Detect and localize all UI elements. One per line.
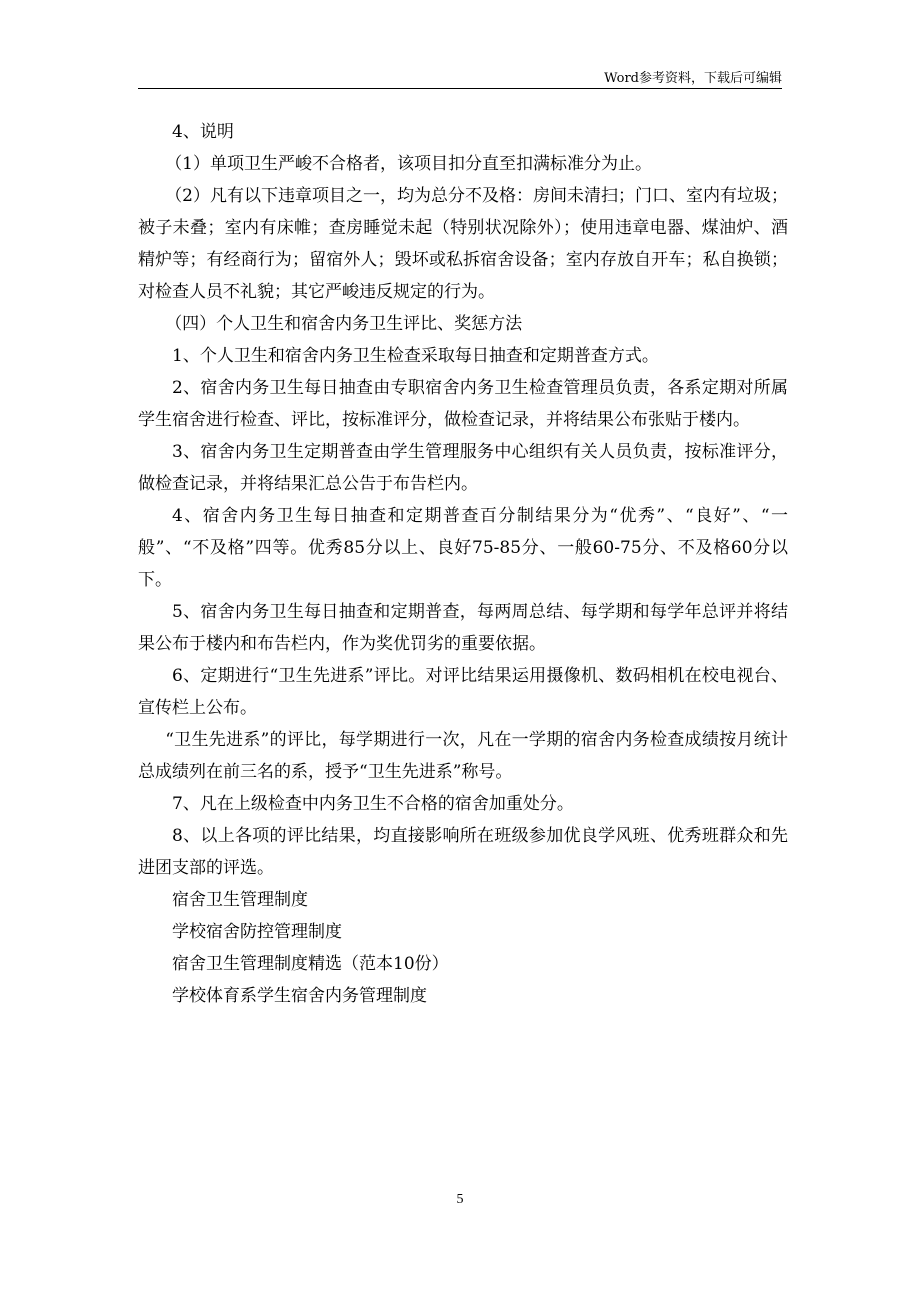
paragraph: 1、个人卫生和宿舍内务卫生检查采取每日抽查和定期普查方式。 [172,346,659,366]
related-title: 宿舍卫生管理制度 [172,890,308,910]
paragraph: 6、定期进行“卫生先进系”评比。对评比结果运用摄像机、数码相机在校电视台、宣传栏上公布。 [138,666,788,718]
paragraph: 8、以上各项的评比结果，均直接影响所在班级参加优良学风班、优秀班群众和先进团支部的评选。 [138,826,788,878]
related-title: 学校宿舍防控管理制度 [172,922,342,942]
header-text: Word参考资料，下载后可编辑 [604,71,782,86]
section-heading-explanation: 4、说明 [172,122,234,142]
paragraph: 3、宿舍内务卫生定期普查由学生管理服务中心组织有关人员负责，按标准评分，做检查记录，并将结果汇总公告于布告栏内。 [138,442,788,494]
related-title: 宿舍卫生管理制度精选（范本10份） [172,954,449,974]
paragraph: 5、宿舍内务卫生每日抽查和定期普查，每两周总结、每学期和每学年总评并将结果公布于楼内和布告栏内，作为奖优罚劣的重要依据。 [138,602,788,654]
paragraph: （2）凡有以下违章项目之一，均为总分不及格：房间未清扫；门口、室内有垃圾；被子未叠；室内有床帷；查房睡觉未起（特别状况除外）；使用违章电器、煤油炉、酒精炉等；有经商行为；留宿外人；毁坏或私拆宿舍设备；室内存放自开车；私自换锁；对检查人员不礼貌；其它严峻违反规定的行为。 [138,186,789,302]
paragraph: （1）单项卫生严峻不合格者，该项目扣分直至扣满标准分为止。 [165,154,653,174]
paragraph: 2、宿舍内务卫生每日抽查由专职宿舍内务卫生检查管理员负责，各系定期对所属学生宿舍进行检查、评比，按标准评分，做检查记录，并将结果公布张贴于楼内。 [138,378,788,430]
paragraph: “卫生先进系”的评比，每学期进行一次，凡在一学期的宿舍内务检查成绩按月统计总成绩列在前三名的系，授予“卫生先进系”称号。 [138,730,788,782]
paragraph: 4、宿舍内务卫生每日抽查和定期普查百分制结果分为“优秀”、“良好”、“一般”、“不及格”四等。优秀85分以上、良好75-85分、一般60-75分、不及格60分以下。 [138,506,788,590]
related-title: 学校体育系学生宿舍内务管理制度 [172,986,427,1006]
paragraph: 7、凡在上级检查中内务卫生不合格的宿舍加重处分。 [172,794,574,814]
header-rule [138,88,782,89]
document-body [138,116,788,1012]
section-heading-rewards: （四）个人卫生和宿舍内务卫生评比、奖惩方法 [165,314,523,334]
page-number: 5 [456,1192,464,1207]
